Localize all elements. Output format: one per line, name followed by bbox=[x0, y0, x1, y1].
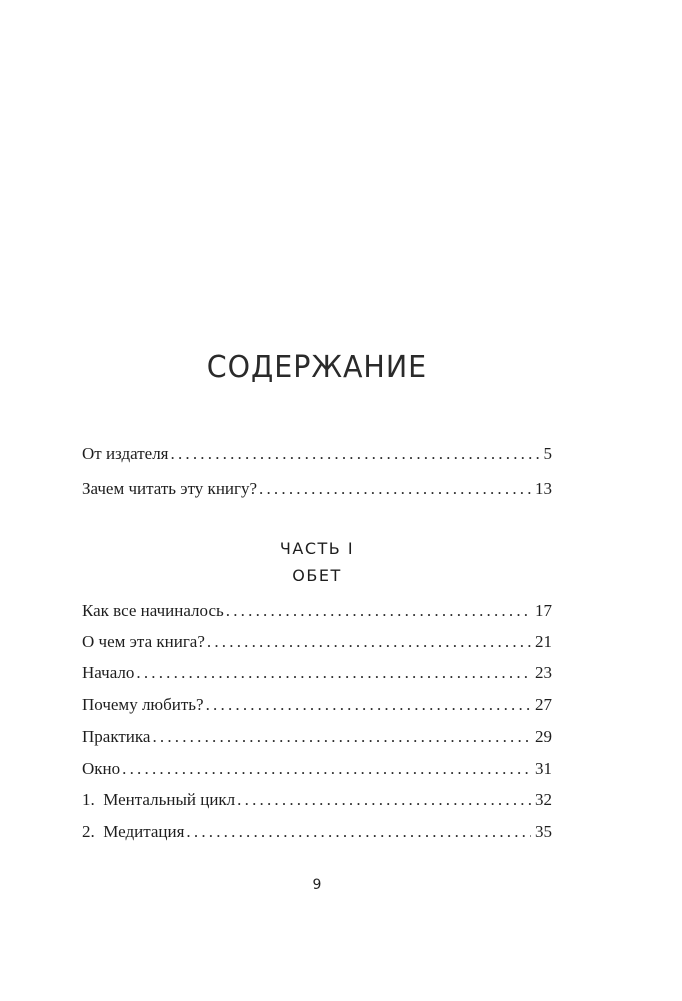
dot-leader bbox=[259, 479, 531, 499]
toc-entry-label: О чем эта книга? bbox=[82, 632, 205, 651]
toc-entry-label: От издателя bbox=[82, 444, 169, 463]
part-label: ЧАСТЬ I bbox=[279, 539, 355, 558]
page-number: 9 bbox=[312, 877, 322, 893]
dot-leader bbox=[226, 601, 531, 621]
toc-entry-page: 31 bbox=[535, 759, 552, 778]
dot-leader bbox=[122, 759, 531, 779]
toc-entry[interactable] bbox=[82, 822, 552, 846]
dot-leader bbox=[206, 695, 531, 715]
title-text: СОДЕРЖАНИЕ bbox=[206, 350, 428, 385]
toc-entry[interactable] bbox=[82, 601, 552, 625]
part-title: ОБЕТ bbox=[292, 566, 342, 585]
toc-entry[interactable] bbox=[82, 479, 552, 503]
toc-entry[interactable] bbox=[82, 759, 552, 783]
dot-leader bbox=[207, 632, 531, 652]
dot-leader bbox=[152, 727, 531, 747]
toc-entry-label: Начало bbox=[82, 663, 135, 682]
toc-entry[interactable] bbox=[82, 790, 552, 814]
toc-entry-label: Окно bbox=[82, 759, 121, 778]
page-title bbox=[0, 350, 634, 385]
dot-leader bbox=[136, 663, 531, 683]
toc-entry[interactable] bbox=[82, 632, 552, 656]
toc-entry-page: 29 bbox=[535, 727, 552, 746]
dot-leader bbox=[237, 790, 531, 810]
toc-entry-page: 27 bbox=[535, 695, 552, 714]
toc-entry-label: 2. Медитация bbox=[82, 822, 185, 841]
toc-entry[interactable] bbox=[82, 663, 552, 687]
toc-entry-page: 35 bbox=[535, 822, 552, 841]
dot-leader bbox=[186, 822, 531, 842]
toc-entry-page: 5 bbox=[543, 444, 552, 463]
dot-leader bbox=[171, 444, 540, 464]
toc-entry-label: Как все начиналось bbox=[82, 601, 224, 620]
toc-entry-page: 32 bbox=[535, 790, 552, 809]
toc-entry[interactable] bbox=[82, 727, 552, 751]
toc-entry-page: 17 bbox=[535, 601, 552, 620]
toc-entry-label: Зачем читать эту книгу? bbox=[82, 479, 258, 498]
toc-entry-label: Практика bbox=[82, 727, 151, 746]
toc-entry-label: Почему любить? bbox=[82, 695, 204, 714]
toc-entry[interactable] bbox=[82, 695, 552, 719]
toc-entry-page: 21 bbox=[535, 632, 552, 651]
toc-entry-page: 23 bbox=[535, 663, 552, 682]
toc-entry-label: 1. Ментальный цикл bbox=[82, 790, 236, 809]
toc-entry[interactable] bbox=[82, 444, 552, 468]
toc-entry-page: 13 bbox=[535, 479, 552, 498]
